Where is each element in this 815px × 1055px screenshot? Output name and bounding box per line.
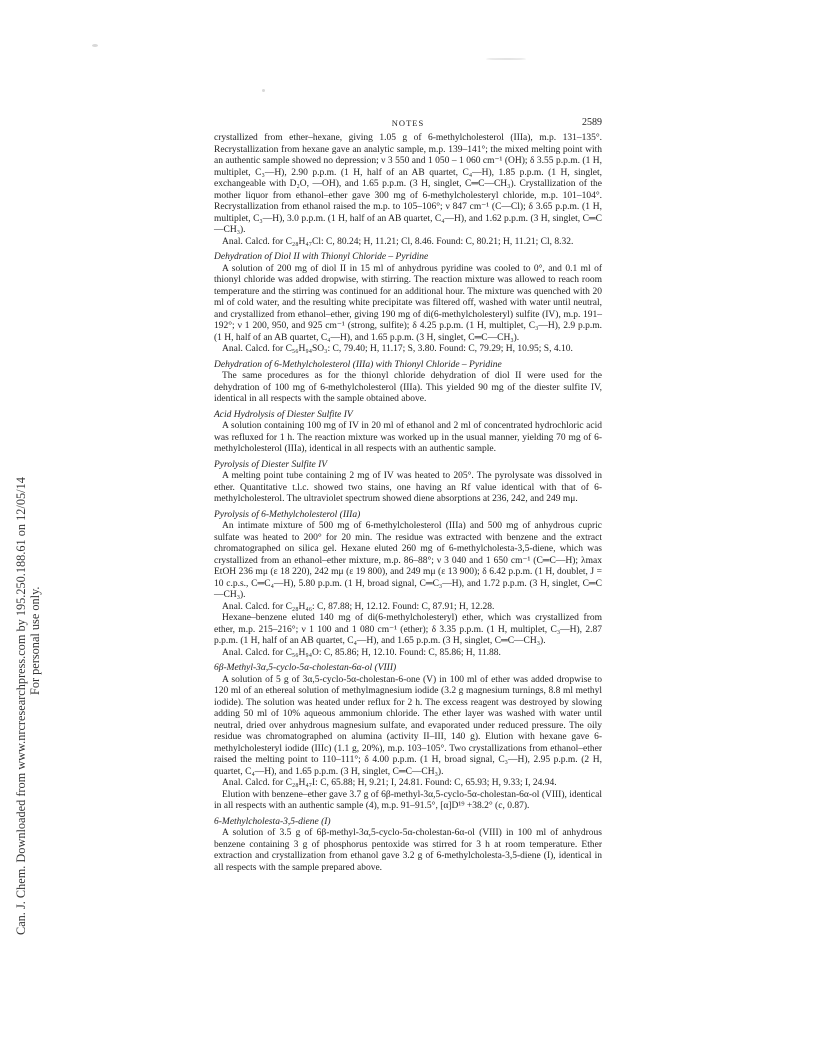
paragraph: crystallized from ether–hexane, giving 1.05 g of 6-methylcholesterol (IIIa), m.p. 131–135°. Recrystallization from hexane gave an analytic sample, m.p. 139–141°; the mixed melting point with an authentic sample showed no depression; ν 3 550 and 1 050 – 1 060 cm⁻¹ (OH); δ 3.55 p.p.m. (1 H, multiplet, C₃—H), 2.90 p.p.m. (1 H, half of an AB quartet, C₄—H), 1.85 p.p.m. (1 H, singlet, exchangeable with D₂O, —OH), and 1.65 p.p.m. (3 H, singlet, C═C—CH₃). Crystallization of the mother liquor from ethanol–ether gave 300 mg of 6-methylcholesteryl chloride, m.p. 101–104°. Recrystallization from ethanol raised the m.p. to 105–106°; ν 847 cm⁻¹ (C—Cl); δ 3.65 p.p.m. (1 H, multiplet, C₃—H), 3.0 p.p.m. (1 H, half of an AB quartet, C₄—H), and 1.62 p.p.m. (3 H, singlet, C═C—CH₃).	[214, 133, 602, 235]
watermark-line-1: Can. J. Chem. Downloaded from www.nrcresearchpress.com by 195.250.188.61 on 12/05/14	[14, 477, 28, 935]
paragraph: A melting point tube containing 2 mg of IV was heated to 205°. The pyrolysate was dissolved in ether. Quantitative t.l.c. showed two stains, one having an Rf value identical with that of 6-methylcholesterol. The ultraviolet spectrum showed diene absorptions at 236, 242, and 249 mμ.	[214, 471, 602, 504]
running-head: NOTES	[391, 118, 425, 128]
paragraph: A solution containing 100 mg of IV in 20 ml of ethanol and 2 ml of concentrated hydrochloric acid was refluxed for 1 h. The reaction mixture was worked up in the usual manner, yielding 70 mg of 6-methylcholesterol (IIIa), identical in all respects with an authentic sample.	[214, 421, 602, 454]
section-title: Dehydration of 6-Methylcholesterol (IIIa) with Thionyl Chloride – Pyridine	[214, 359, 502, 370]
section-title: Pyrolysis of Diester Sulfite IV	[214, 459, 328, 470]
page-number: 2589	[582, 117, 602, 128]
paragraph: A solution of 5 g of 3α,5-cyclo-5α-cholestan-6-one (V) in 100 ml of ether was added dropwise to 120 ml of an ethereal solution of methylmagnesium iodide (3.2 g magnesium turnings, 8.8 ml methyl iodide). The solution was heated under reflux for 2 h. The excess reagent was destroyed by slowing adding 50 ml of 10% aqueous ammonium chloride. The ether layer was washed with water until neutral, dried over anhydrous magnesium sulfate, and evaporated under reduced pressure. The oily residue was chromatographed on alumina (activity II–III, 140 g). Elution with hexane gave 6-methylcholesteryl iodide (IIIc) (1.1 g, 20%), m.p. 103–105°. Two crystallizations from ethanol–ether raised the melting point to 110–111°; δ 4.00 p.p.m. (1 H, broad signal, C₃—H), 2.95 p.p.m. (2 H, quartet, C₄—H), and 1.65 p.p.m. (3 H, singlet, C═C—CH₃).	[214, 674, 602, 777]
paragraph: Elution with benzene–ether gave 3.7 g of 6β-methyl-3α,5-cyclo-5α-cholestan-6α-ol (VIII), identical in all respects with an authentic sample (4), m.p. 91–91.5°, [α]D¹⁹ +38.2° (c, 0.87).	[214, 789, 602, 811]
analysis-line: Anal. Calcd. for C₂₈H₄₆: C, 87.88; H, 12.12. Found: C, 87.91; H, 12.28.	[222, 601, 495, 612]
analysis-line: Anal. Calcd. for C₂₈H₄₇I: C, 65.88; H, 9.21; I, 24.81. Found: C, 65.93; H, 9.33; I, 24.94.	[222, 778, 557, 788]
analysis-line: Anal. Calcd. for C₂₈H₄₇Cl: C, 80.24; H, 11.21; Cl, 8.46. Found: C, 80.21; H, 11.21; Cl, 8.32.	[222, 236, 574, 247]
watermark-line-2: For personal use only.	[28, 586, 42, 695]
article-body	[214, 133, 602, 874]
section-title: Acid Hydrolysis of Diester Sulfite IV	[214, 409, 353, 420]
paragraph: Hexane–benzene eluted 140 mg of di(6-methylcholesteryl) ether, which was crystallized from ether, m.p. 215–216°; ν 1 100 and 1 080 cm⁻¹ (ether); δ 3.35 p.p.m. (1 H, multiplet, C₃—H), 2.87 p.p.m. (1 H, half of an AB quartet, C₄—H), and 1.65 p.p.m. (3 H, singlet, C═C—CH₃).	[214, 613, 602, 646]
page-header	[214, 116, 602, 130]
section-title: Pyrolysis of 6-Methylcholesterol (IIIa)	[214, 509, 361, 520]
paragraph: A solution of 200 mg of diol II in 15 ml of anhydrous pyridine was cooled to 0°, and 0.1 ml of thionyl chloride was added dropwise, with stirring. The reaction mixture was allowed to reach room temperature and the stirring was continued for an additional hour. The mixture was quenched with 20 ml of cold water, and the resulting white precipitate was filtered off, washed with water until neutral, and crystallized from ethanol–ether, giving 190 mg of di(6-methylcholesteryl) sulfite (IV), m.p. 191–192°; ν 1 200, 950, and 925 cm⁻¹ (strong, sulfite); δ 4.25 p.p.m. (1 H, multiplet, C₃—H), 2.9 p.p.m. (1 H, half of an AB quartet, C₄—H), and 1.65 p.p.m. (3 H, singlet, C═C—CH₃).	[214, 263, 602, 343]
scan-speck	[262, 89, 265, 92]
scan-speck	[92, 44, 98, 47]
section-title: 6β-Methyl-3α,5-cyclo-5α-cholestan-6α-ol (VIII)	[214, 663, 397, 673]
paragraph: The same procedures as for the thionyl chloride dehydration of diol II were used for the dehydration of 100 mg of 6-methylcholesterol (IIIa). This yielded 90 mg of the diester sulfite IV, identical in all respects with the sample obtained above.	[214, 371, 602, 404]
section-title: Dehydration of Diol II with Thionyl Chloride – Pyridine	[214, 252, 429, 262]
analysis-line: Anal. Calcd. for C₅₆H₉₄SO₃: C, 79.40; H, 11.17; S, 3.80. Found: C, 79.29; H, 10.95; S, 4.10.	[222, 344, 573, 354]
paragraph: A solution of 3.5 g of 6β-methyl-3α,5-cyclo-5α-cholestan-6α-ol (VIII) in 100 ml of anhydrous benzene containing 3 g of phosphorus pentoxide was stirred for 3 h at room temperature. Ether extraction and crystallization from ethanol gave 3.2 g of 6-methylcholesta-3,5-diene (I), identical in all respects with the sample prepared above.	[214, 828, 602, 873]
download-watermark	[14, 477, 42, 935]
analysis-line: Anal. Calcd. for C₅₆H₉₄O: C, 85.86; H, 12.10. Found: C, 85.86; H, 11.88.	[222, 647, 501, 658]
paragraph: An intimate mixture of 500 mg of 6-methylcholesterol (IIIa) and 500 mg of anhydrous cupric sulfate was heated to 200° for 20 min. The residue was extracted with benzene and the extract chromatographed on silica gel. Hexane eluted 260 mg of 6-methylcholesta-3,5-diene, which was crystallized from an ethanol–ether mixture, m.p. 86–88°; ν 3 040 and 1 650 cm⁻¹ (C═C—H); λmax EtOH 236 mμ (ε 18 220), 242 mμ (ε 19 800), and 249 mμ (ε 13 900); δ 6.42 p.p.m. (1 H, doublet, J = 10 c.p.s., C═C₄—H), 5.80 p.p.m. (1 H, broad signal, C═C₃—H), and 1.72 p.p.m. (3 H, singlet, C═C—CH₃).	[214, 521, 602, 600]
section-title: 6-Methylcholesta-3,5-diene (I)	[214, 816, 331, 827]
scan-speck	[486, 58, 526, 60]
